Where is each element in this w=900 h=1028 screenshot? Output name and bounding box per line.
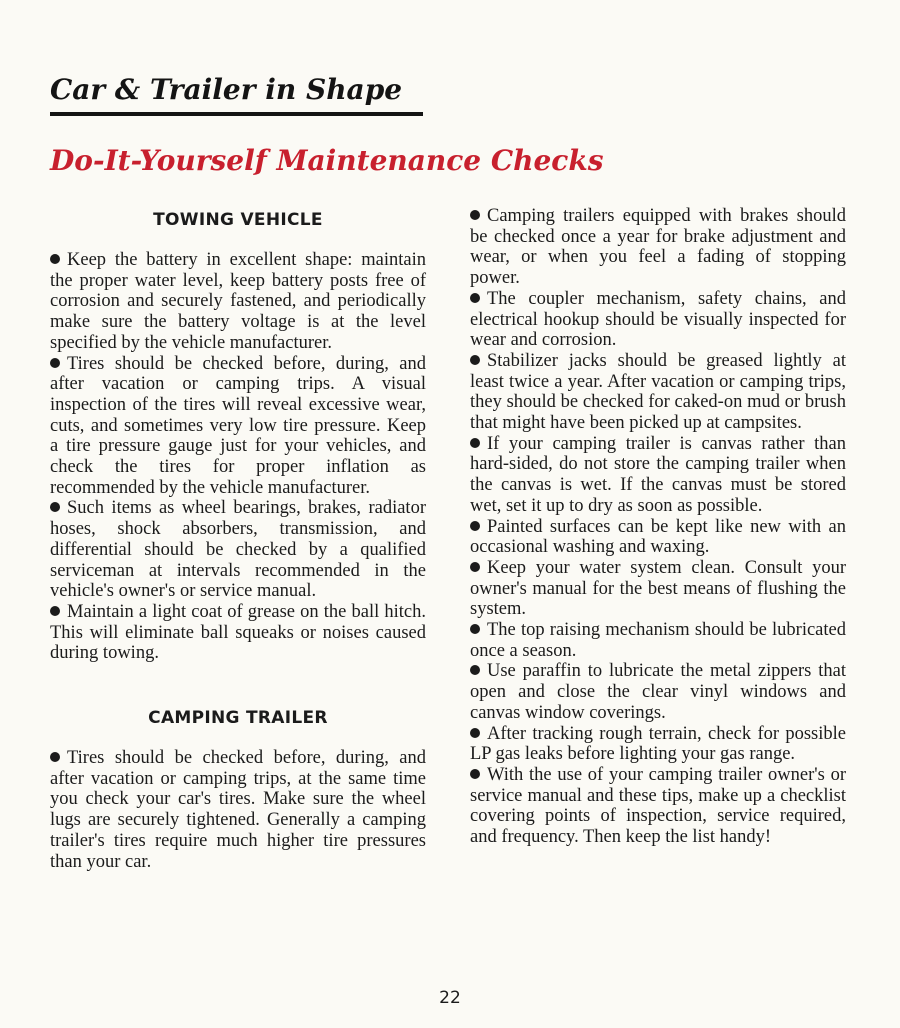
towing-vehicle-heading: TOWING VEHICLE xyxy=(153,210,323,230)
bullet-dot-icon xyxy=(50,254,60,264)
bullet-dot-icon xyxy=(470,293,480,303)
list-item xyxy=(470,351,846,434)
list-item-text: Use paraffin to lubricate the metal zippers that open and close the clear vinyl windows and canvas window coverings. xyxy=(470,661,846,723)
bullet-dot-icon xyxy=(470,438,480,448)
right-column xyxy=(470,206,846,848)
list-item-text: The coupler mechanism, safety chains, and electrical hookup should be visually inspected for wear and corrosion. xyxy=(470,288,846,351)
list-item-text: If your camping trailer is canvas rather than hard-sided, do not store the camping trailer when the canvas is wet. If the canvas must be stored wet, set it up to dry as soon as possible. xyxy=(470,433,846,516)
list-item xyxy=(470,289,846,351)
list-item-text: Keep the battery in excellent shape: maintain the proper water level, keep battery posts free of corrosion and securely fastened, and periodically make sure the battery voltage is at the level specified by the vehicle manufacturer. xyxy=(50,250,426,353)
bullet-dot-icon xyxy=(470,728,480,738)
list-item xyxy=(470,558,846,620)
list-item xyxy=(50,602,426,664)
bullet-dot-icon xyxy=(470,562,480,572)
bullet-dot-icon xyxy=(470,210,480,220)
list-item-text: Such items as wheel bearings, brakes, radiator hoses, shock absorbers, transmission, and differential should be checked by a qualified serviceman at intervals recommended in the vehicle's owner's or service manual. xyxy=(50,498,426,602)
bullet-dot-icon xyxy=(470,624,480,634)
list-item xyxy=(470,620,846,661)
bullet-dot-icon xyxy=(470,521,480,531)
list-item xyxy=(470,517,846,558)
camping-trailer-heading: CAMPING TRAILER xyxy=(148,708,328,729)
title-underline xyxy=(50,112,423,116)
page-header xyxy=(50,70,423,116)
list-item xyxy=(470,661,846,723)
list-item-text: Tires should be checked before, during, and after vacation or camping trips. A visual inspection of the tires will reveal excessive wear, cuts, and sometimes very low tire pressure. Keep a tire pressure gauge just for your vehicles, and check the tires for proper inflation as recommended by the vehicle manufacturer. xyxy=(50,353,426,498)
list-item-text: The top raising mechanism should be lubricated once a season. xyxy=(470,620,846,661)
page-subtitle: Do-It-Yourself Maintenance Checks xyxy=(50,144,604,177)
list-item-text: Camping trailers equipped with brakes should be checked once a year for brake adjustment and wear, or when you feel a fading of stopping power. xyxy=(470,206,846,289)
list-item-text: After tracking rough terrain, check for possible LP gas leaks before lighting your gas range. xyxy=(470,723,846,765)
list-item xyxy=(50,354,426,499)
list-item-text: Stabilizer jacks should be greased lightly at least twice a year. After vacation or camping trips, they should be checked for caked-on mud or brush that might have been picked up at campsites. xyxy=(470,350,846,434)
list-item xyxy=(470,765,846,848)
list-item-text: Tires should be checked before, during, and after vacation or camping trips, at the same time you check your car's tires. Make sure the wheel lugs are securely tightened. Generally a camping trailer's tires require much higher tire pressures than your car. xyxy=(50,748,426,872)
list-item-text: Maintain a light coat of grease on the ball hitch. This will eliminate ball squeaks or noises caused during towing. xyxy=(50,601,426,664)
left-column xyxy=(50,206,426,872)
list-item xyxy=(470,206,846,289)
list-item xyxy=(50,498,426,602)
list-item-text: Keep your water system clean. Consult your owner's manual for the best means of flushing the system. xyxy=(470,557,846,620)
list-item xyxy=(470,724,846,765)
bullet-dot-icon xyxy=(50,752,60,762)
list-item-text: Painted surfaces can be kept like new with an occasional washing and waxing. xyxy=(470,516,846,558)
bullet-dot-icon xyxy=(50,606,60,616)
page-number: 22 xyxy=(439,988,461,1008)
page-title: Car & Trailer in Shape xyxy=(50,73,403,106)
bullet-dot-icon xyxy=(470,355,480,365)
list-item xyxy=(470,434,846,517)
bullet-dot-icon xyxy=(50,502,60,512)
bullet-dot-icon xyxy=(470,769,480,779)
list-item xyxy=(50,748,426,872)
bullet-dot-icon xyxy=(50,358,60,368)
list-item xyxy=(50,250,426,354)
bullet-dot-icon xyxy=(470,665,480,675)
list-item-text: With the use of your camping trailer owner's or service manual and these tips, make up a checklist covering points of inspection, service required, and frequency. Then keep the list handy! xyxy=(470,764,846,848)
